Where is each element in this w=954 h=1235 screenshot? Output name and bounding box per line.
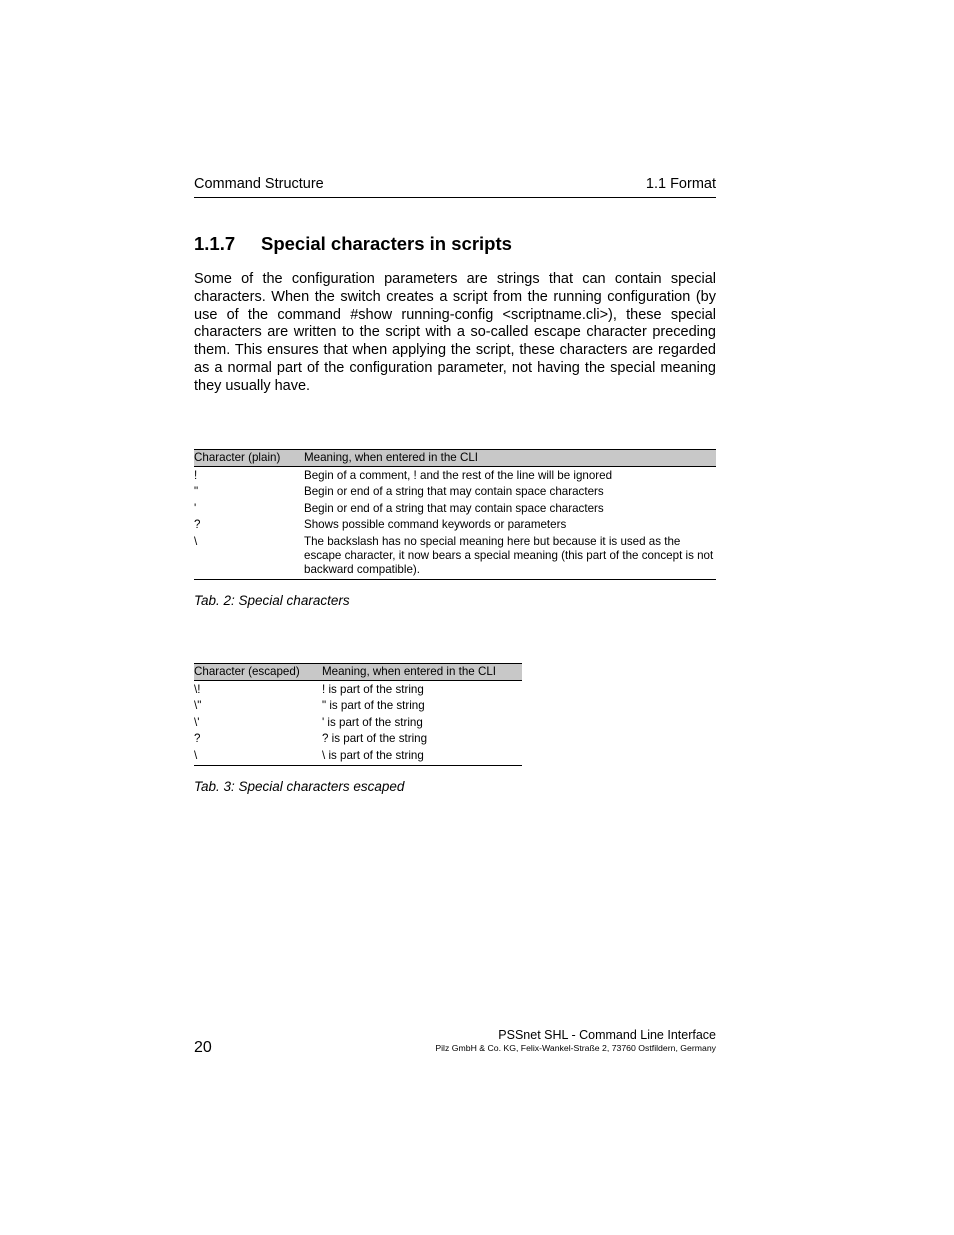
table-cell: Begin or end of a string that may contain space characters (304, 501, 604, 515)
table-caption: Tab. 3: Special characters escaped (194, 779, 405, 794)
table-row (194, 484, 716, 501)
table-cell: ! is part of the string (322, 682, 424, 696)
table-cell: ' is part of the string (322, 715, 423, 729)
table-row (194, 714, 522, 731)
table-cell: Shows possible command keywords or parameters (304, 518, 567, 531)
column-header: Character (escaped) (194, 664, 322, 681)
section-heading (194, 233, 512, 255)
table-row (194, 467, 716, 484)
footer-company-address: Pilz GmbH & Co. KG, Felix-Wankel-Straße 2, 73760 Ostfildern, Germany (435, 1043, 716, 1053)
column-header: Character (plain) (194, 450, 304, 467)
page-number: 20 (194, 1039, 212, 1056)
table-cell: \ is part of the string (322, 747, 522, 765)
running-header-chapter: Command Structure (194, 176, 324, 192)
table-cell: \ (194, 533, 304, 579)
table-cell: \! (194, 682, 201, 696)
table-row (194, 747, 522, 765)
column-header: Meaning, when entered in the CLI (322, 664, 522, 681)
table-cell: ? (194, 518, 201, 531)
table-header-row (194, 664, 522, 681)
table-cell: The backslash has no special meaning here but because it is used as the escape character, it now bears a special meaning (this part of the concept is not backward compatible). (304, 533, 716, 579)
table-cell: \" (194, 699, 202, 712)
table-cell: ? is part of the string (322, 732, 428, 745)
running-header-section: 1.1 Format (645, 176, 716, 192)
body-paragraph: Some of the configuration parameters are strings that can contain special characters. When the switch creates a script from the running configuration (by use of the command #show running-config <scriptname.cli>), these special characters are written to the script with a so-called escape character preceding them. This ensures that when applying the script, these characters are regarded as a normal part of the configuration parameter, not having the special meaning they usually have. (194, 271, 716, 394)
column-header: Meaning, when entered in the CLI (304, 450, 716, 467)
table-cell: Begin of a comment, ! and the rest of the line will be ignored (304, 468, 613, 482)
table-cell: \' (194, 715, 200, 729)
table-row (194, 533, 716, 579)
special-characters-table (194, 449, 716, 580)
table-row (194, 731, 522, 748)
table-cell: ! (194, 468, 198, 482)
escaped-characters-table (194, 663, 522, 766)
table-row (194, 517, 716, 534)
section-title: Special characters in scripts (261, 233, 512, 254)
table-row (194, 500, 716, 517)
table-cell: \ (194, 747, 322, 765)
table-cell: " (194, 485, 199, 498)
table-cell: ' (194, 501, 197, 515)
table-cell: Begin or end of a string that may contain space characters (304, 485, 604, 498)
table-cell: ? (194, 732, 201, 745)
section-number: 1.1.7 (194, 233, 236, 254)
table-header-row (194, 450, 716, 467)
footer-product-name: PSSnet SHL - Command Line Interface (498, 1028, 716, 1042)
table-row (194, 681, 522, 698)
table-caption: Tab. 2: Special characters (194, 593, 350, 608)
header-divider (194, 197, 716, 198)
table-cell: " is part of the string (322, 699, 425, 712)
table-row (194, 698, 522, 715)
